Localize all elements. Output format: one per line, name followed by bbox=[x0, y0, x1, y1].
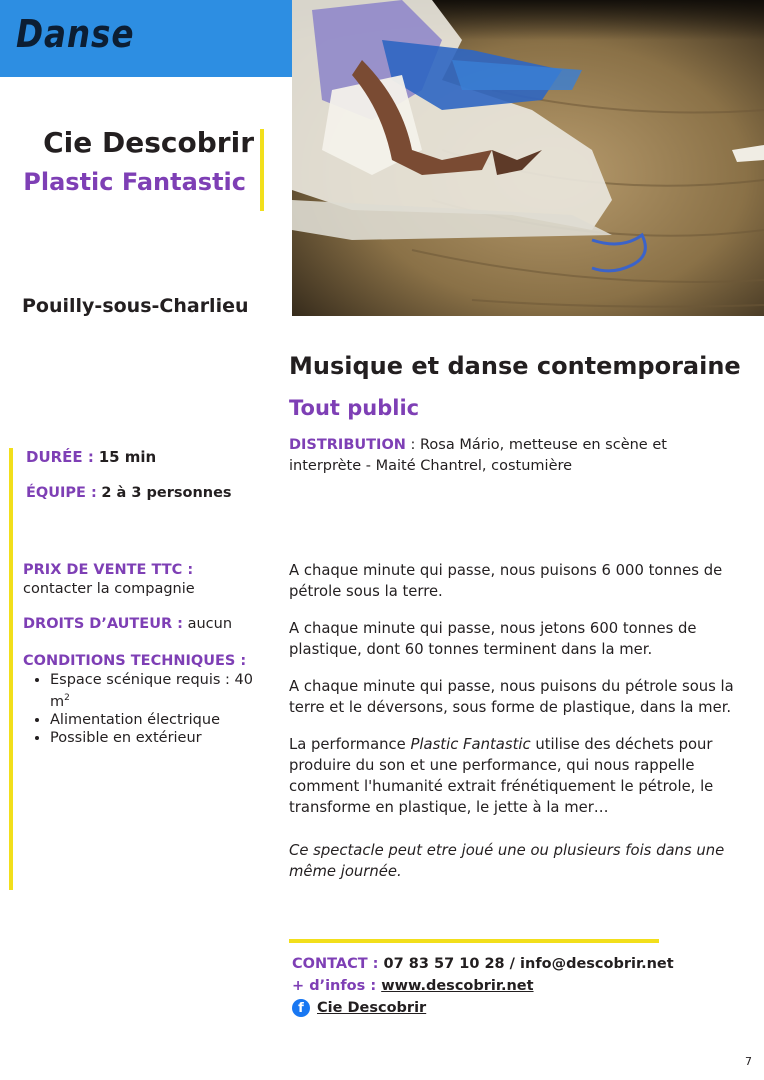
contact-block bbox=[292, 953, 674, 997]
contact-line bbox=[292, 953, 674, 975]
distribution-label: DISTRIBUTION bbox=[289, 437, 406, 453]
details-accent-bar bbox=[9, 448, 13, 890]
list-item bbox=[50, 671, 263, 711]
website-link[interactable]: www.descobrir.net bbox=[381, 978, 534, 994]
conditions-list bbox=[23, 671, 263, 747]
list-item: • Alimentation électrique bbox=[50, 711, 263, 729]
duration-label: DURÉE : bbox=[26, 448, 94, 466]
photo-illustration bbox=[292, 0, 764, 316]
performance-photo bbox=[292, 0, 764, 316]
price-separator: : bbox=[182, 562, 194, 578]
copyright-label: DROITS D’AUTEUR : bbox=[23, 616, 183, 632]
paragraph: A chaque minute qui passe, nous jetons 600 tonnes de plastique, dont 60 tonnes terminent dans la mer. bbox=[289, 620, 697, 658]
website-label: + d’infos : bbox=[292, 978, 377, 994]
title-accent-bar bbox=[260, 129, 264, 211]
website-line bbox=[292, 975, 674, 997]
page-number: 7 bbox=[745, 1055, 752, 1068]
paragraph bbox=[289, 734, 739, 818]
distribution-text: : Rosa Mário, metteuse en scène et interprète - Maité Chantrel, costumière bbox=[289, 437, 667, 474]
genre-heading: Musique et danse contemporaine bbox=[289, 352, 741, 380]
audience-subheading: Tout public bbox=[289, 396, 420, 420]
team-label: ÉQUIPE : bbox=[26, 485, 97, 501]
conditions-label: CONDITIONS TECHNIQUES : bbox=[23, 653, 247, 669]
note-paragraph: Ce spectacle peut etre joué une ou plusieurs fois dans une même journée. bbox=[289, 842, 725, 880]
duration bbox=[26, 448, 156, 466]
company-name: Cie Descobrir bbox=[43, 126, 254, 159]
show-title-inline: Plastic Fantastic bbox=[410, 736, 531, 753]
copyright bbox=[23, 616, 232, 632]
price-label: PRIX DE VENTE TTC bbox=[23, 562, 183, 578]
paragraph-text: La performance bbox=[289, 736, 411, 753]
location: Pouilly-sous-Charlieu bbox=[22, 295, 249, 317]
category-title: Danse bbox=[16, 12, 135, 56]
contact-value[interactable]: 07 83 57 10 28 / info@descobrir.net bbox=[383, 956, 674, 972]
paragraph: A chaque minute qui passe, nous puisons 6 000 tonnes de pétrole sous la terre. bbox=[289, 562, 723, 600]
price bbox=[23, 561, 263, 599]
technical-conditions bbox=[23, 653, 263, 747]
superscript: 2 bbox=[64, 693, 70, 703]
paragraph-text: utilise des déchets pour produire du son et une performance, qui nous rappelle comment l'humanité extrait frénétiquement le pétrole, le transforme en plastique, le jette à la mer… bbox=[289, 736, 714, 816]
show-title: Plastic Fantastic bbox=[23, 168, 246, 196]
paragraph: A chaque minute qui passe, nous puisons du pétrole sous la terre et le déversons, sous forme de plastique, dans la mer. bbox=[289, 678, 734, 716]
description bbox=[289, 560, 739, 898]
price-value: contacter la compagnie bbox=[23, 581, 195, 597]
facebook-link-row[interactable] bbox=[292, 999, 426, 1017]
facebook-link[interactable]: Cie Descobrir bbox=[317, 1000, 427, 1016]
duration-value: 15 min bbox=[98, 448, 157, 466]
team bbox=[26, 485, 232, 501]
distribution bbox=[289, 435, 734, 477]
contact-accent-bar bbox=[289, 939, 659, 943]
copyright-value: aucun bbox=[187, 616, 233, 632]
facebook-icon[interactable]: f bbox=[292, 999, 310, 1017]
team-value: 2 à 3 personnes bbox=[101, 485, 232, 501]
contact-label: CONTACT : bbox=[292, 956, 379, 972]
list-item: • Possible en extérieur bbox=[50, 729, 263, 747]
list-item-text: Espace scénique requis : 40 m bbox=[50, 672, 253, 710]
